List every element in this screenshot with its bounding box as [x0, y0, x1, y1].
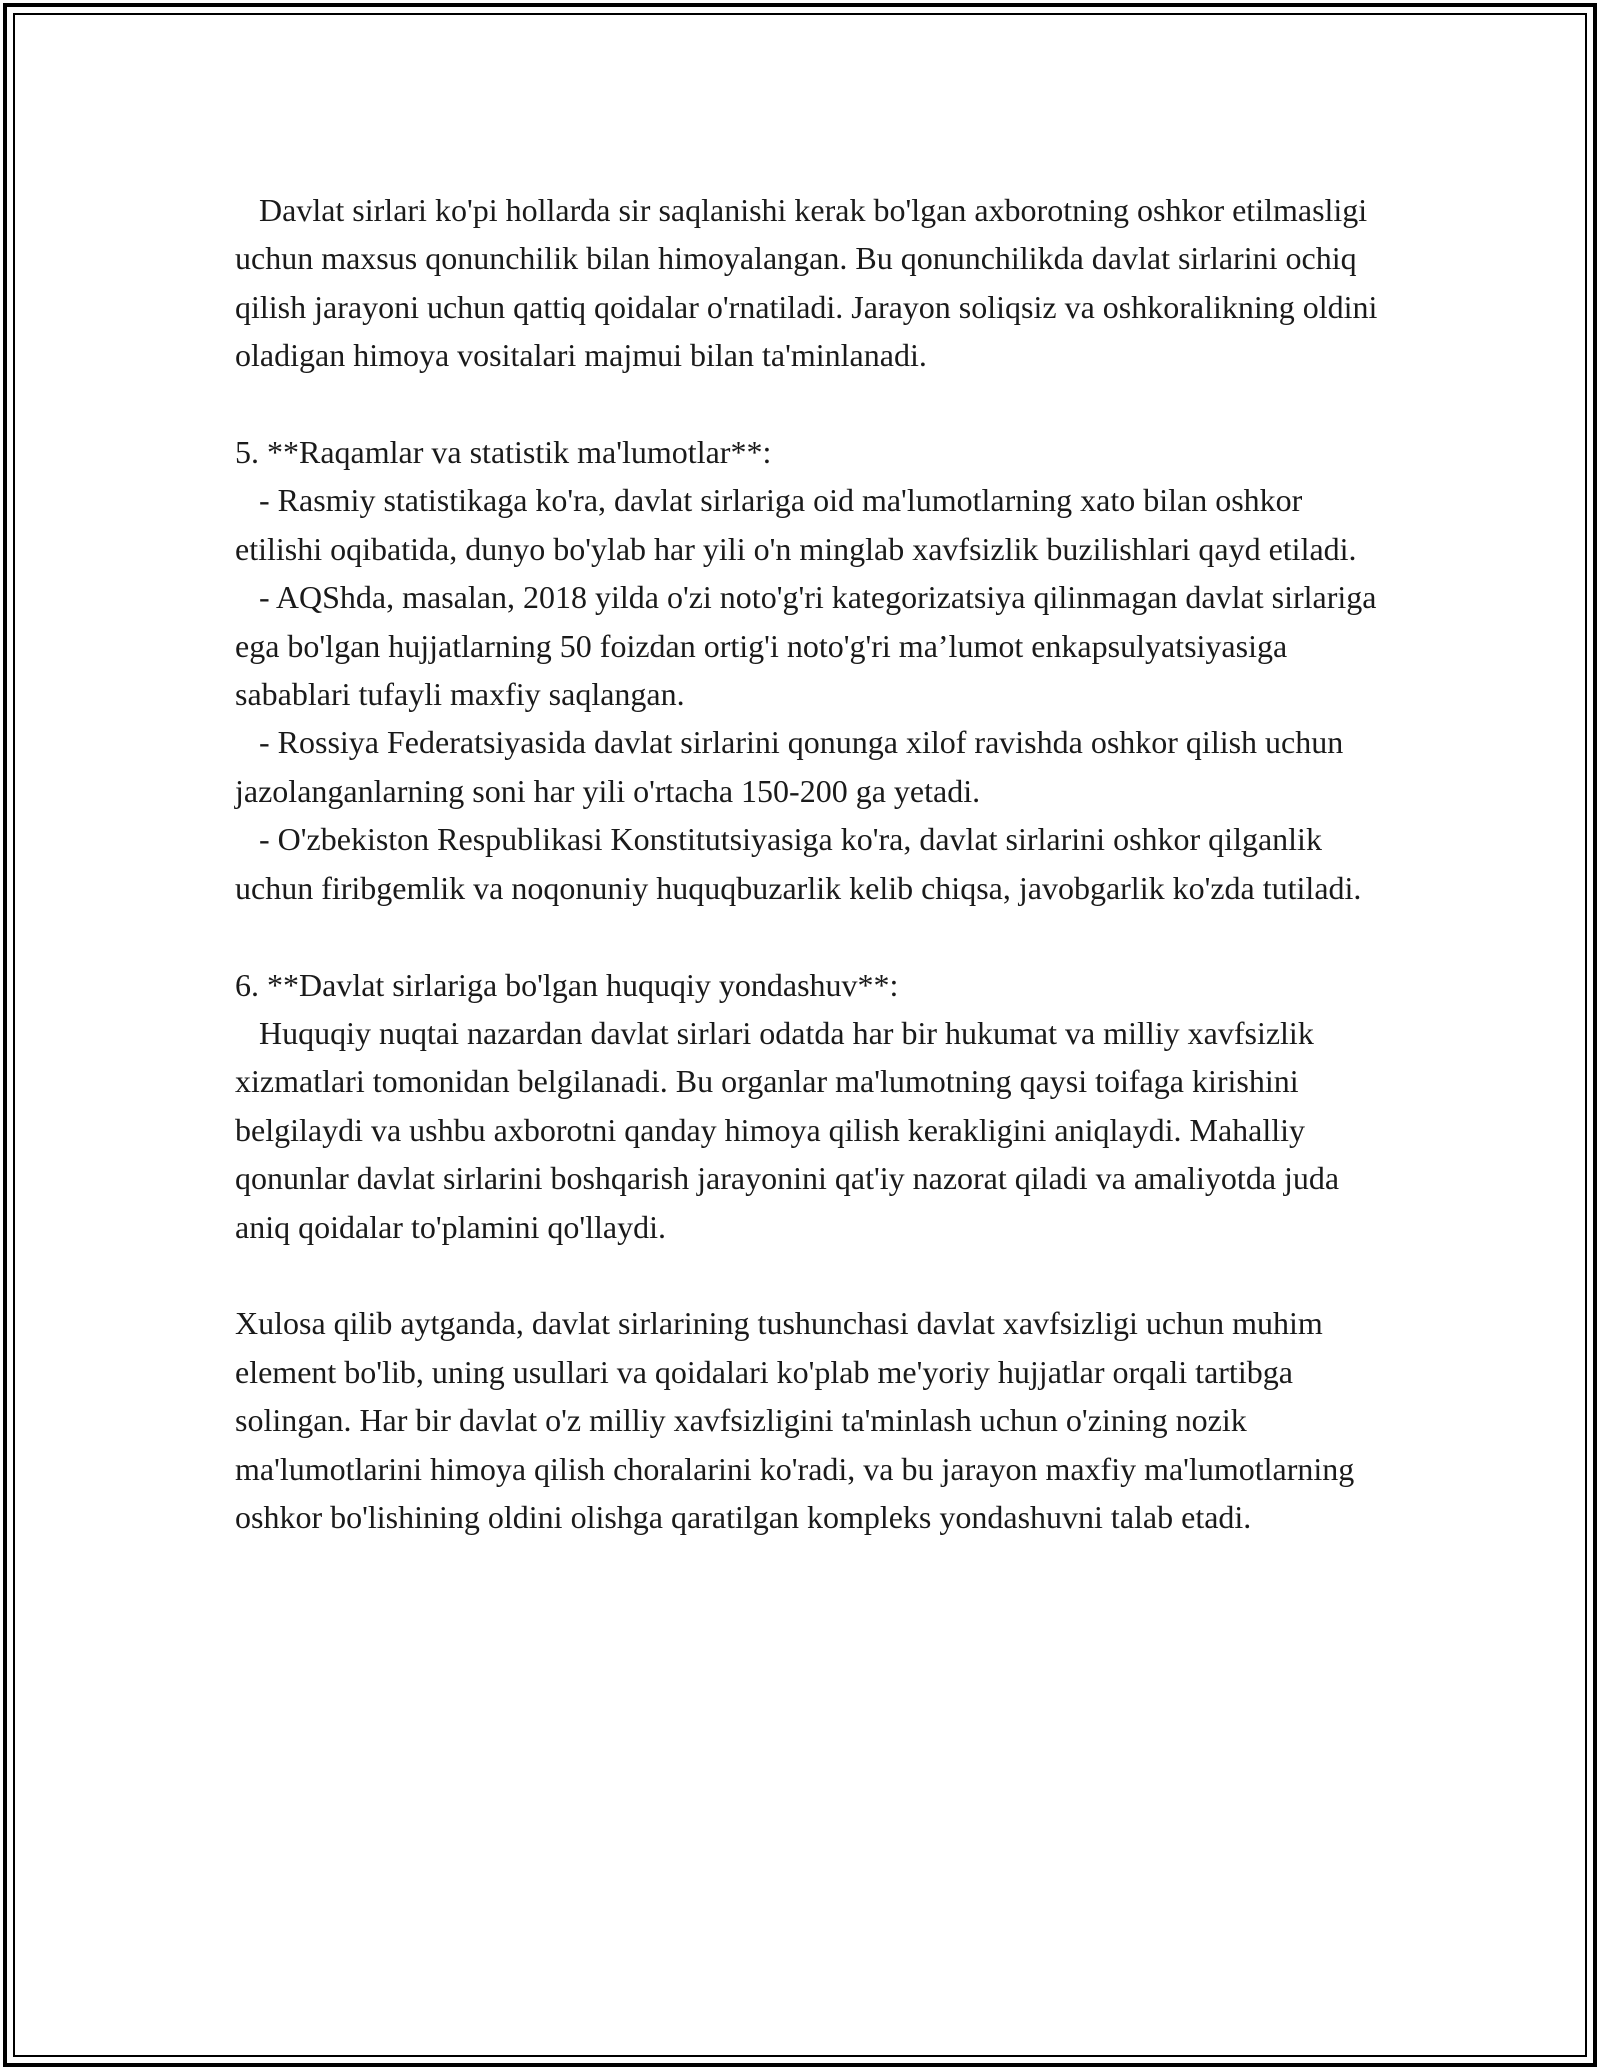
document-body — [235, 186, 1385, 1541]
section-5-item-1: - Rasmiy statistikaga ko'ra, davlat sirlariga oid ma'lumotlarning xato bilan oshkor etilishi oqibatida, dunyo bo'ylab har yili o'n minglab xavfsizlik buzilishlari qayd etiladi. — [235, 482, 1357, 567]
section-5-item-4: - O'zbekiston Respublikasi Konstitutsiyasiga ko'ra, davlat sirlarini oshkor qilganlik uchun firibgemlik va noqonuniy huquqbuzarlik kelib chiqsa, javobgarlik ko'zda tutiladi. — [235, 821, 1362, 906]
section-6-heading: 6. **Davlat sirlariga bo'lgan huquqiy yondashuv**: — [235, 966, 899, 1003]
blank-line — [235, 380, 1385, 428]
blank-line — [235, 912, 1385, 960]
section-5-item-2: - AQShda, masalan, 2018 yilda o'zi noto'g'ri kategorizatsiya qilinmagan davlat sirlariga ega bo'lgan hujjatlarning 50 foizdan ortig'i noto'g'ri ma’lumot enkapsulyatsiyasiga sabablari tufayli maxfiy saqlangan. — [235, 579, 1385, 713]
conclusion-paragraph: Xulosa qilib aytganda, davlat sirlarining tushunchasi davlat xavfsizligi uchun muhim element bo'lib, uning usullari va qoidalari ko'plab me'yoriy hujjatlar orqali tartibga solingan. Har bir davlat o'z milliy xavfsizligini ta'minlash uchun o'zining nozik ma'lumotlarini himoya qilish choralarini ko'radi, va bu jarayon maxfiy ma'lumotlarning oshkor bo'lishining oldini olishga qaratilgan kompleks yondashuvni talab etadi. — [235, 1305, 1363, 1535]
section-5-heading: 5. **Raqamlar va statistik ma'lumotlar**: — [235, 434, 772, 471]
blank-line — [235, 1251, 1385, 1299]
section-5-item-3: - Rossiya Federatsiyasida davlat sirlarini qonunga xilof ravishda oshkor qilish uchun jazolanganlarning soni har yili o'rtacha 150-200 ga yetadi. — [235, 724, 1352, 809]
section-6-body: Huquqiy nuqtai nazardan davlat sirlari odatda har bir hukumat va milliy xavfsizlik xizmatlari tomonidan belgilanadi. Bu organlar ma'lumotning qaysi toifaga kirishini belgilaydi va ushbu axborotni qanday himoya qilish kerakligini aniqlaydi. Mahalliy qonunlar davlat sirlarini boshqarish jarayonini qat'iy nazorat qiladi va amaliyotda juda aniq qoidalar to'plamini qo'llaydi. — [235, 1014, 1348, 1245]
intro-paragraph: Davlat sirlari ko'pi hollarda sir saqlanishi kerak bo'lgan axborotning oshkor etilmasligi uchun maxsus qonunchilik bilan himoyalangan. Bu qonunchilikda davlat sirlarini ochiq qilish jarayoni uchun qattiq qoidalar o'rnatiladi. Jarayon soliqsiz va oshkoralikning oldini oladigan himoya vositalari majmui bilan ta'minlanadi. — [235, 192, 1386, 374]
